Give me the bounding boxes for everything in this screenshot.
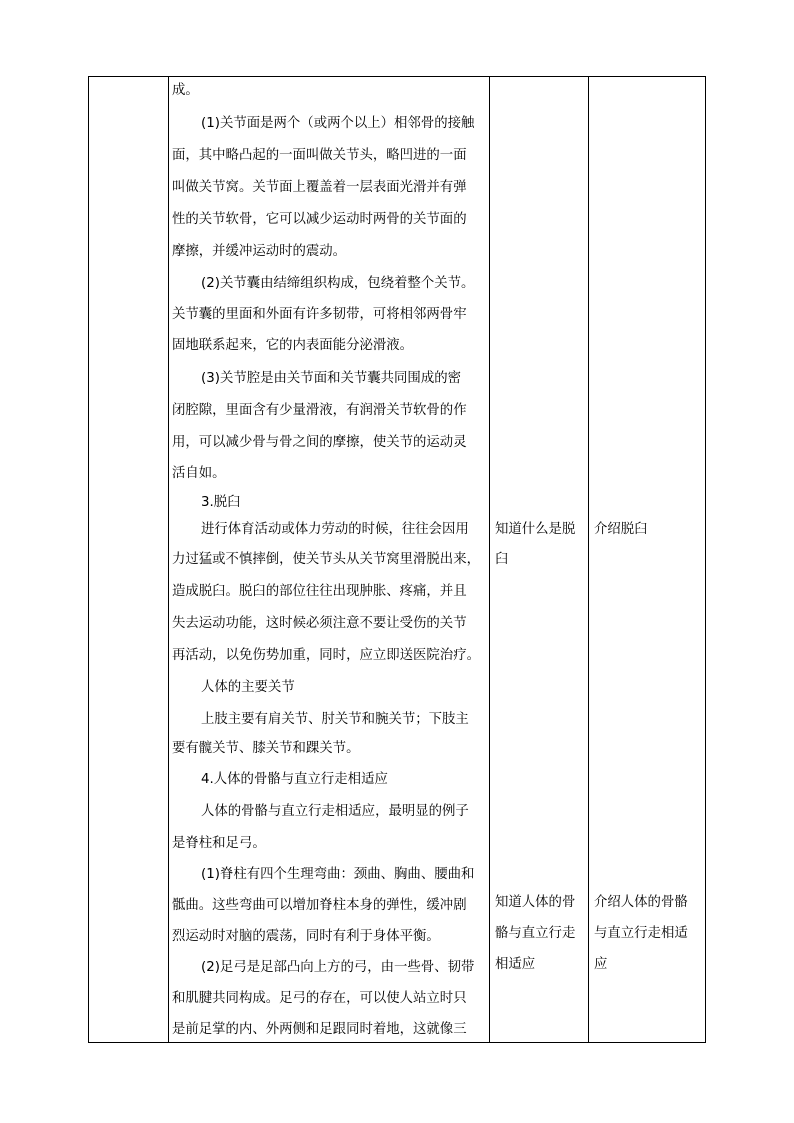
text-line: 造成脱臼。脱臼的部位往往出现肿胀、疼痛，并且	[172, 584, 467, 599]
text-line: (1)脊柱有四个生理弯曲：颈曲、胸曲、腰曲和	[201, 867, 475, 882]
text-line: 人体的骨骼与直立行走相适应，最明显的例子	[201, 804, 469, 819]
section-heading: 3.脱臼	[201, 495, 241, 510]
text-line: 要有髋关节、膝关节和踝关节。	[172, 741, 360, 756]
student-activity-line: 相适应	[495, 957, 536, 972]
text-line: (1)关节面是两个（或两个以上）相邻骨的接触	[201, 116, 475, 131]
text-line: 面，其中略凸起的一面叫做关节头，略凹进的一面	[172, 148, 467, 163]
column-divider	[588, 77, 589, 1042]
column-divider	[168, 77, 169, 1042]
column-divider	[489, 77, 490, 1042]
text-line: (2)关节囊由结缔组织构成，包绕着整个关节。	[201, 276, 475, 291]
text-line: 进行体育活动或体力劳动的时候，往往会因用	[201, 522, 469, 537]
text-line: 关节囊的里面和外面有许多韧带，可将相邻两骨牢	[172, 307, 467, 322]
student-activity-line: 知道人体的骨	[495, 895, 576, 910]
student-activity-line: 知道什么是脱	[495, 522, 576, 537]
teacher-activity-line: 应	[594, 957, 608, 972]
text-line: 烈运动时对脑的震荡，同时有利于身体平衡。	[172, 929, 440, 944]
section-heading: 人体的主要关节	[201, 680, 295, 695]
text-line: 再活动，以免伤势加重，同时，应立即送医院治疗。	[172, 648, 480, 663]
text-line: 摩擦，并缓冲运动时的震动。	[172, 244, 347, 259]
text-line: (2)足弓是足部凸向上方的弓，由一些骨、韧带	[201, 960, 475, 975]
student-activity-line: 臼	[495, 552, 509, 567]
text-line: 叫做关节窝。关节面上覆盖着一层表面光滑并有弹	[172, 180, 467, 195]
section-heading: 4.人体的骨骼与直立行走相适应	[201, 772, 388, 787]
text-line: 是前足掌的内、外两侧和足跟同时着地，这就像三	[172, 1022, 467, 1037]
text-line: 固地联系起来，它的内表面能分泌滑液。	[172, 338, 414, 353]
text-line: 用，可以减少骨与骨之间的摩擦，使关节的运动灵	[172, 435, 467, 450]
teacher-activity-line: 介绍人体的骨骼	[594, 895, 688, 910]
text-line: 成。	[172, 83, 199, 98]
text-line: 是脊柱和足弓。	[172, 836, 266, 851]
text-line: 活自如。	[172, 466, 226, 481]
text-line: 骶曲。这些弯曲可以增加脊柱本身的弹性，缓冲剧	[172, 898, 467, 913]
text-line: 和肌腱共同构成。足弓的存在，可以使人站立时只	[172, 991, 467, 1006]
teacher-activity-line: 介绍脱臼	[594, 522, 648, 537]
text-line: 失去运动功能，这时候必须注意不要让受伤的关节	[172, 616, 467, 631]
text-line: (3)关节腔是由关节面和关节囊共同围成的密	[201, 371, 461, 386]
text-line: 上肢主要有肩关节、肘关节和腕关节；下肢主	[201, 712, 469, 727]
teacher-activity-line: 与直立行走相适	[594, 926, 688, 941]
student-activity-line: 骼与直立行走	[495, 926, 576, 941]
text-line: 力过猛或不慎摔倒，使关节头从关节窝里滑脱出来，	[172, 552, 480, 567]
text-line: 闭腔隙，里面含有少量滑液，有润滑关节软骨的作	[172, 403, 467, 418]
text-line: 性的关节软骨，它可以减少运动时两骨的关节面的	[172, 212, 467, 227]
